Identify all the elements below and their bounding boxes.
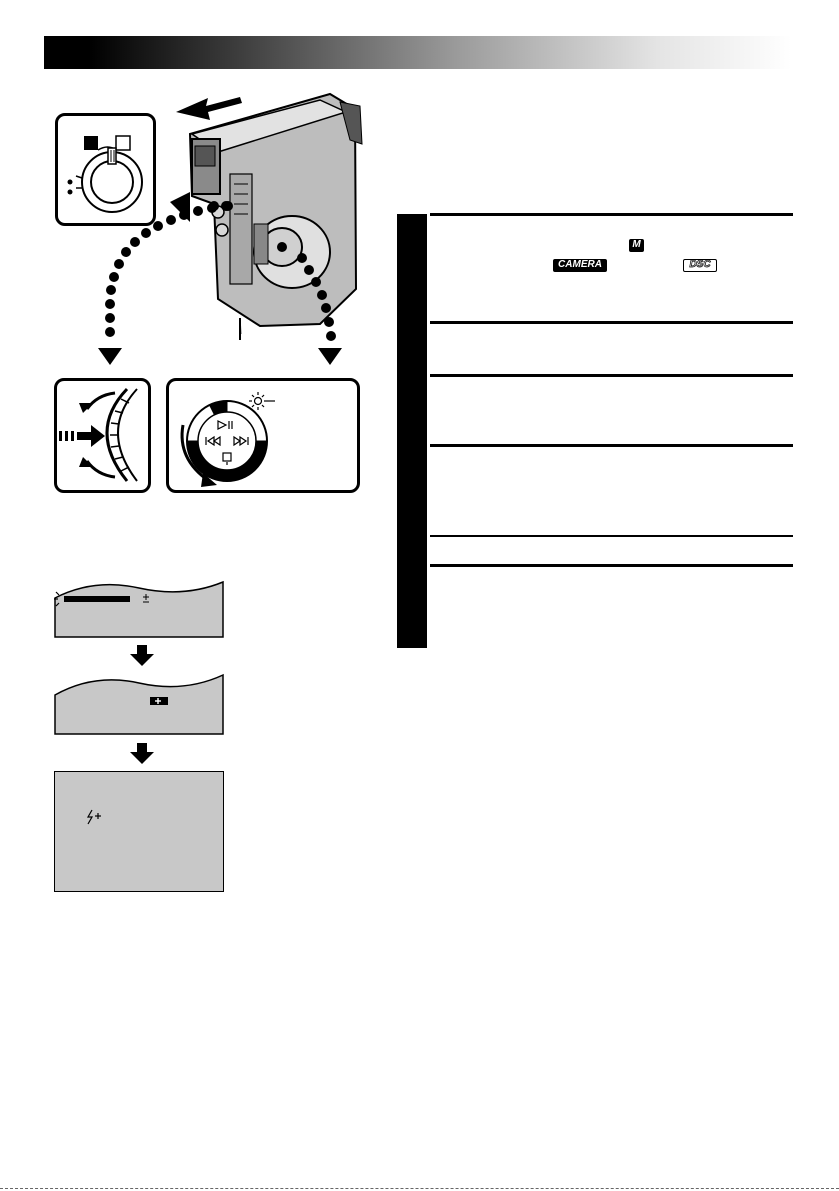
header-gradient-bar	[44, 36, 792, 69]
camera-mode-icon: CAMERA	[553, 259, 607, 272]
playback-dial-panel	[166, 378, 360, 493]
dial-panel	[54, 378, 151, 493]
sun-indicator-icon	[249, 392, 275, 410]
step-5-rule	[430, 535, 793, 537]
step-3-rule	[430, 374, 793, 377]
callout-line	[239, 318, 241, 340]
bottom-rule	[0, 1188, 839, 1189]
lcd-screen-1	[54, 578, 224, 638]
step-2-rule	[430, 321, 793, 324]
step-side-strip	[397, 214, 427, 648]
step-1-rule	[430, 213, 793, 216]
pointer-down-left-icon	[98, 348, 122, 365]
down-arrow-1-icon	[130, 645, 154, 667]
lcd-screen-3	[54, 771, 224, 892]
pointer-down-right-icon	[318, 348, 342, 365]
step-6-rule	[430, 564, 793, 567]
manual-mode-icon: M	[629, 239, 644, 252]
down-arrow-2-icon	[130, 743, 154, 765]
auto-square-icon	[116, 136, 130, 150]
press-arrow-icon	[59, 425, 105, 447]
lcd-screen-2	[54, 673, 224, 735]
dsc-mode-icon: DSC	[683, 259, 717, 272]
selected-bar	[64, 596, 130, 602]
slide-arrow-icon	[176, 97, 242, 120]
flash-plus-icon	[55, 772, 222, 890]
manual-square-icon	[84, 136, 98, 150]
plus-box-icon	[150, 697, 168, 705]
step-4-rule	[430, 444, 793, 447]
mode-switch-panel	[55, 113, 156, 226]
